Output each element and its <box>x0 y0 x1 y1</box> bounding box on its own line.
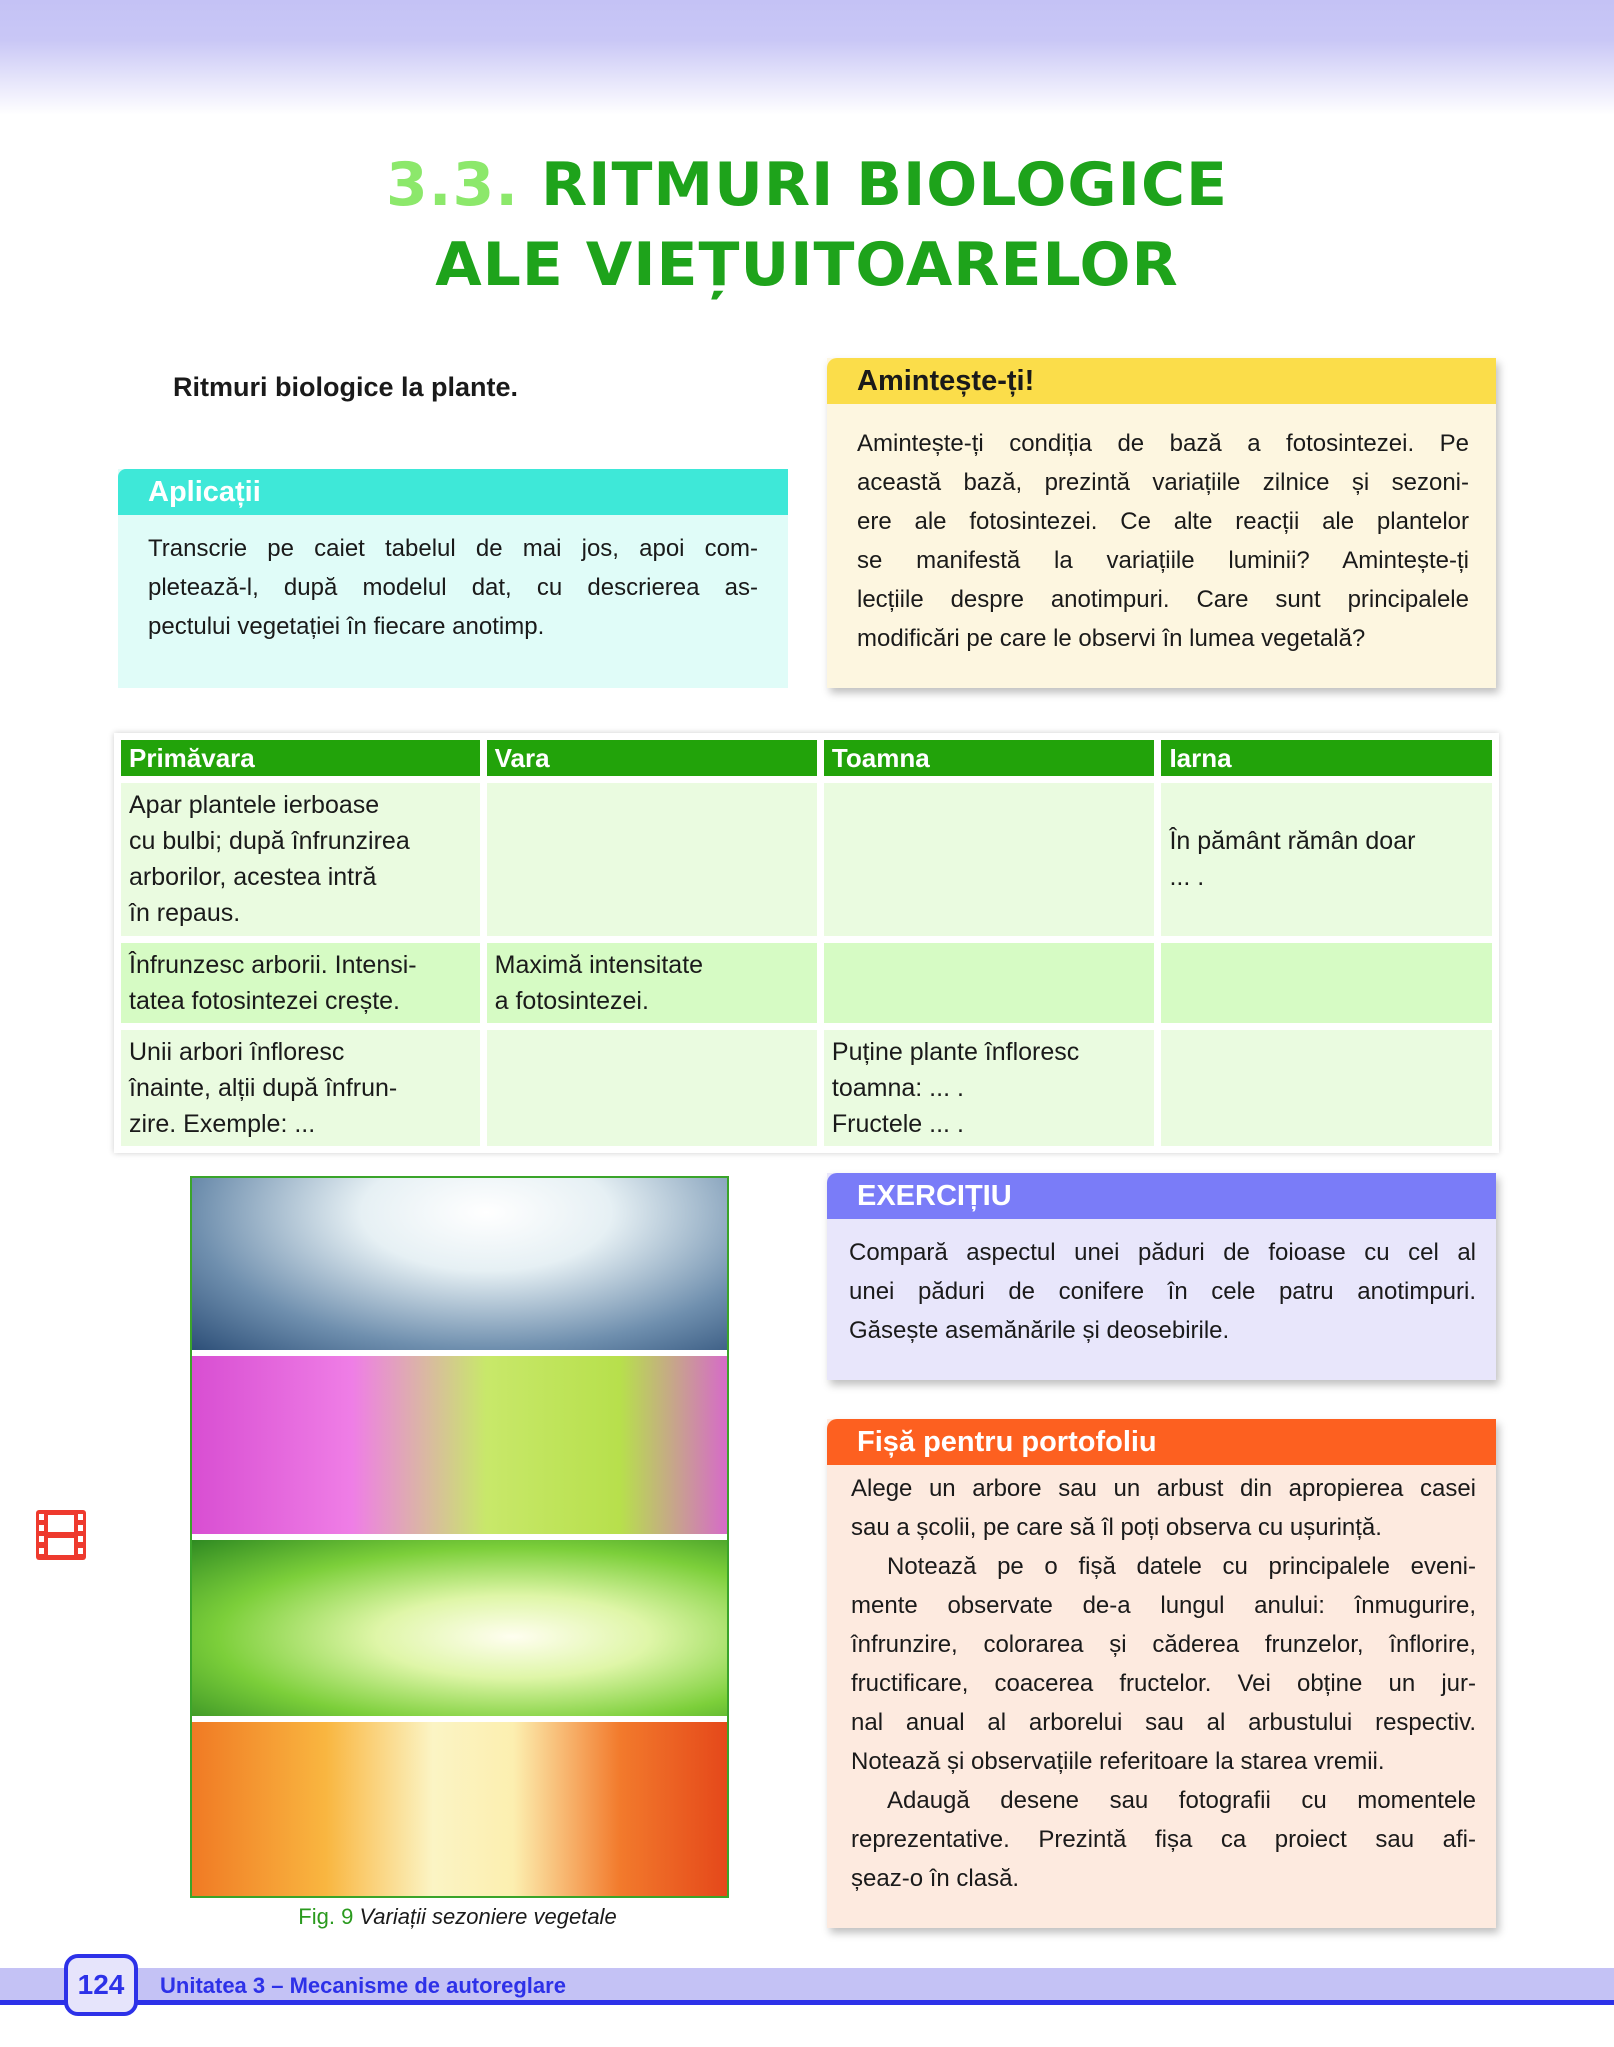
text-line: lecțiile despre anotimpuri. Care sunt principalele <box>857 586 1469 613</box>
unit-title: Unitatea 3 – Mecanisme de autoreglare <box>160 1973 566 1998</box>
text-line: fructificare, coacerea fructelor. Vei obține un jur- <box>851 1670 1476 1697</box>
page-header-band <box>0 0 1614 115</box>
seasonal-variations-figure <box>190 1176 729 1898</box>
section-number: 3.3. <box>385 150 520 220</box>
table-cell <box>487 943 817 1023</box>
column-header: Iarna <box>1161 740 1492 776</box>
portofoliu-header: Fișă pentru portofoliu <box>827 1419 1496 1465</box>
text-line: modificări pe care le observi în lumea vegetală? <box>857 625 1366 652</box>
text-line: Notează pe o fișă datele cu principalele eveni- <box>887 1553 1476 1580</box>
table-row <box>121 1030 1492 1146</box>
column-header: Vara <box>487 740 817 776</box>
cell-line: Puține plante înfloresc <box>831 1038 1080 1066</box>
cell-line: Apar plantele ierboase <box>129 791 380 819</box>
table-row <box>121 783 1492 936</box>
text-line: Compară aspectul unei păduri de foioase cu cel al <box>849 1239 1476 1266</box>
table-header-row <box>121 740 1492 776</box>
cell-line: În pământ rămân doar <box>1169 827 1416 855</box>
column-header: Primăvara <box>121 740 480 776</box>
aplicatii-box <box>118 469 788 688</box>
aminteste-box <box>827 358 1496 688</box>
text-line: Transcrie pe caiet tabelul de mai jos, apoi com- <box>148 535 758 562</box>
text-line: pletează-l, după modelul dat, cu descrierea as- <box>148 574 758 601</box>
column-header: Toamna <box>824 740 1155 776</box>
table-cell <box>824 943 1155 1023</box>
cell-line: zire. Exemple: ... <box>129 1110 316 1138</box>
cell-line: înainte, alții după înfrun- <box>129 1074 398 1102</box>
text-line: nal anual al arborelui sau al arbustului respectiv. <box>851 1709 1476 1736</box>
text-line: se manifestă la variațiile luminii? Amintește-ți <box>857 547 1469 574</box>
table-cell <box>487 1030 817 1146</box>
table-cell <box>487 783 817 936</box>
film-icon[interactable] <box>34 1508 88 1567</box>
aminteste-text <box>827 404 1497 658</box>
table-row <box>121 943 1492 1023</box>
text-line: ere ale fotosintezei. Ce alte reacții ale plantelor <box>857 508 1469 535</box>
table-cell <box>1161 943 1492 1023</box>
portofoliu-box <box>827 1419 1496 1928</box>
cell-line: Maximă intensitate <box>494 951 704 979</box>
subheading: Ritmuri biologice la plante. <box>173 372 519 402</box>
table-cell <box>1161 1030 1492 1146</box>
exercitiu-box <box>827 1173 1496 1380</box>
text-line: reprezentative. Prezintă fișa ca proiect sau afi- <box>851 1826 1476 1853</box>
text-line: șeaz-o în clasă. <box>851 1865 1020 1892</box>
table-cell <box>824 783 1155 936</box>
figure-caption-text: Variații sezoniere vegetale <box>359 1904 617 1929</box>
text-line: unei păduri de conifere în cele patru anotimpuri. <box>849 1278 1476 1305</box>
table-cell <box>121 1030 480 1146</box>
cell-line: ... . <box>1169 863 1205 891</box>
text-line: această bază, prezintă variațiile zilnice și sezoni- <box>857 469 1469 496</box>
cell-line: Înfrunzesc arborii. Intensi- <box>129 951 417 979</box>
text-line: pectului vegetației în fiecare anotimp. <box>148 613 545 640</box>
cell-line: arborilor, acestea intră <box>129 863 377 891</box>
cell-line: Unii arbori înfloresc <box>129 1038 345 1066</box>
cell-line: cu bulbi; după înfrunzirea <box>129 827 410 855</box>
summer-image <box>192 1540 727 1716</box>
aplicatii-text <box>118 515 786 646</box>
text-line: Alege un arbore sau un arbust din apropierea casei <box>851 1475 1476 1502</box>
exercitiu-text <box>827 1219 1496 1350</box>
table-cell <box>121 943 480 1023</box>
text-line: înfrunzire, colorarea și căderea frunzelor, înflorire, <box>851 1631 1476 1658</box>
text-line: sau a școlii, pe care să îl poți observa cu ușurință. <box>851 1514 1382 1541</box>
spring-image <box>192 1356 727 1534</box>
text-line: Notează și observațiile referitoare la starea vremii. <box>851 1748 1385 1775</box>
portofoliu-text <box>827 1465 1496 1898</box>
cell-line: în repaus. <box>129 899 241 927</box>
figure-caption <box>190 1904 725 1930</box>
table-cell <box>121 783 480 936</box>
cell-line: tatea fotosintezei crește. <box>129 987 400 1015</box>
autumn-image <box>192 1722 727 1896</box>
exercitiu-header: EXERCIȚIU <box>827 1173 1496 1219</box>
page-title-line1 <box>0 150 1614 220</box>
cell-line: Fructele ... . <box>831 1110 964 1138</box>
table-cell <box>824 1030 1155 1146</box>
seasons-table <box>114 733 1499 1153</box>
text-line: Adaugă desene sau fotografii cu momentele <box>887 1787 1476 1814</box>
title-text: RITMURI BIOLOGICE <box>540 150 1229 220</box>
winter-image <box>192 1178 727 1350</box>
text-line: Găsește asemănările și deosebirile. <box>849 1317 1230 1344</box>
text-line: mente observate de-a lungul anului: înmugurire, <box>851 1592 1476 1619</box>
cell-line: a fotosintezei. <box>494 987 649 1015</box>
page-title-line2: ALE VIEȚUITOARELOR <box>435 230 1179 300</box>
text-line: Amintește-ți condiția de bază a fotosintezei. Pe <box>857 430 1469 457</box>
cell-line: toamna: ... . <box>831 1074 964 1102</box>
cell-line <box>1169 787 1484 823</box>
page-number: 124 <box>64 1954 138 2016</box>
table-cell <box>1161 783 1492 936</box>
aminteste-header: Amintește-ți! <box>827 358 1496 404</box>
figure-label: Fig. 9 <box>298 1904 354 1929</box>
aplicatii-header: Aplicații <box>118 469 788 515</box>
